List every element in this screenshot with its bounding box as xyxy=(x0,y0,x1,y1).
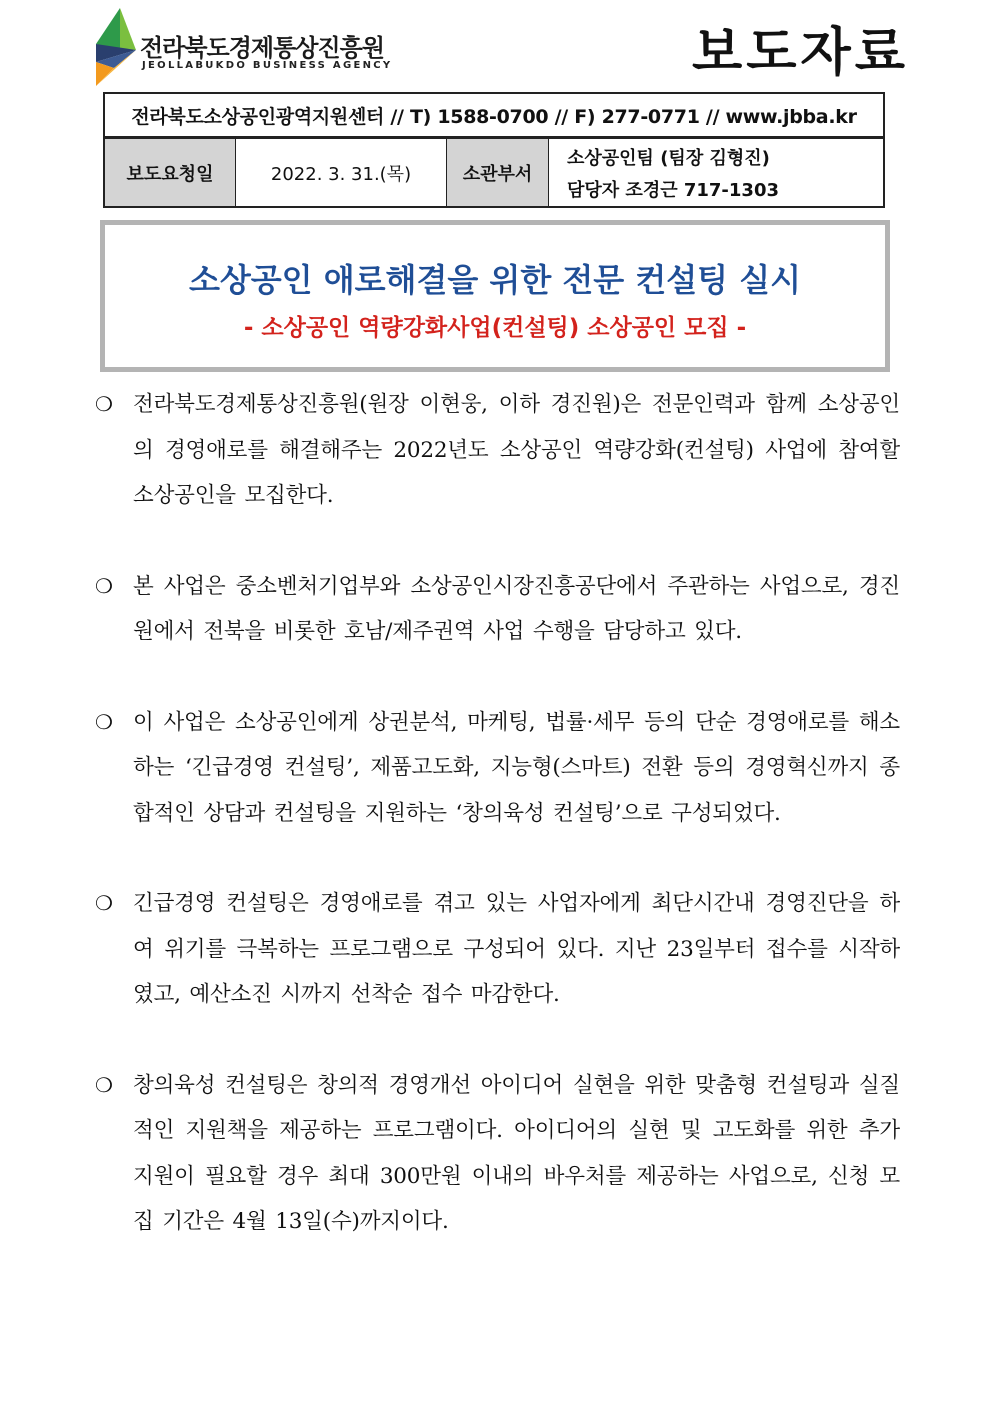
paragraph xyxy=(95,700,900,837)
bullet-icon: ❍ xyxy=(95,1072,113,1097)
dept-team: 소상공인팀 (팀장 김형진) xyxy=(567,147,770,169)
paragraph xyxy=(95,1063,900,1245)
paragraph-text: 창의육성 컨설팅은 창의적 경영개선 아이디어 실현을 위한 맞춤형 컨설팅과 실질적인 지원책을 제공하는 프로그램이다. 아이디어의 실현 및 고도화를 위한 추가 지원이 필요할 경우 최대 300만원 이내의 바우처를 제공하는 사업으로, 신청 모집 기간은 4월 13일(수)까지이다. xyxy=(133,1072,900,1234)
bullet-icon: ❍ xyxy=(95,709,113,734)
release-date: 2022. 3. 31.(목) xyxy=(236,139,447,206)
org-name-en: JEOLLABUKDO BUSINESS AGENCY xyxy=(142,60,393,71)
dept-label: 소관부서 xyxy=(447,139,549,206)
paragraph-text: 긴급경영 컨설팅은 경영애로를 겪고 있는 사업자에게 최단시간내 경영진단을 하여 위기를 극복하는 프로그램으로 구성되어 있다. 지난 23일부터 접수를 시작하였고, 예산소진 시까지 선착순 접수 마감한다. xyxy=(133,891,900,1007)
paragraph xyxy=(95,382,900,519)
bullet-icon: ❍ xyxy=(95,891,113,915)
dept-info xyxy=(549,139,883,206)
headline-box xyxy=(100,220,890,372)
headline: 소상공인 애로해결을 위한 전문 컨설팅 실시 xyxy=(188,261,802,299)
bullet-icon: ❍ xyxy=(95,392,113,416)
bullet-icon: ❍ xyxy=(95,573,113,598)
meta-table xyxy=(103,138,885,208)
article-body xyxy=(95,382,900,1245)
paragraph xyxy=(95,881,900,1018)
logo-mark-icon xyxy=(96,6,140,86)
contact-line: 전라북도소상공인광역지원센터 // T) 1588-0700 // F) 277-0771 // www.jbba.kr xyxy=(103,92,885,138)
subheadline: - 소상공인 역량강화사업(컨설팅) 소상공인 모집 - xyxy=(243,315,747,341)
logo xyxy=(96,6,396,86)
org-name: 전라북도경제통상진흥원 xyxy=(140,34,385,62)
paragraph-text: 본 사업은 중소벤처기업부와 소상공인시장진흥공단에서 주관하는 사업으로, 경진원에서 전북을 비롯한 호남/제주권역 사업 수행을 담당하고 있다. xyxy=(133,573,900,644)
release-date-label: 보도요청일 xyxy=(105,139,236,206)
paragraph-text: 전라북도경제통상진흥원(원장 이현웅, 이하 경진원)은 전문인력과 함께 소상공인의 경영애로를 해결해주는 2022년도 소상공인 역량강화(컨설팅) 사업에 참여할 소상공인을 모집한다. xyxy=(133,392,900,508)
dept-contact: 담당자 조경근 717-1303 xyxy=(567,179,780,201)
paragraph xyxy=(95,564,900,655)
paragraph-text: 이 사업은 소상공인에게 상권분석, 마케팅, 법률·세무 등의 단순 경영애로를 해소하는 ‘긴급경영 컨설팅’, 제품고도화, 지능형(스마트) 전환 등의 경영혁신까지 종합적인 상담과 컨설팅을 지원하는 ‘창의육성 컨설팅’으로 구성되었다. xyxy=(133,709,900,826)
doc-type-title: 보도자료 xyxy=(692,23,909,83)
